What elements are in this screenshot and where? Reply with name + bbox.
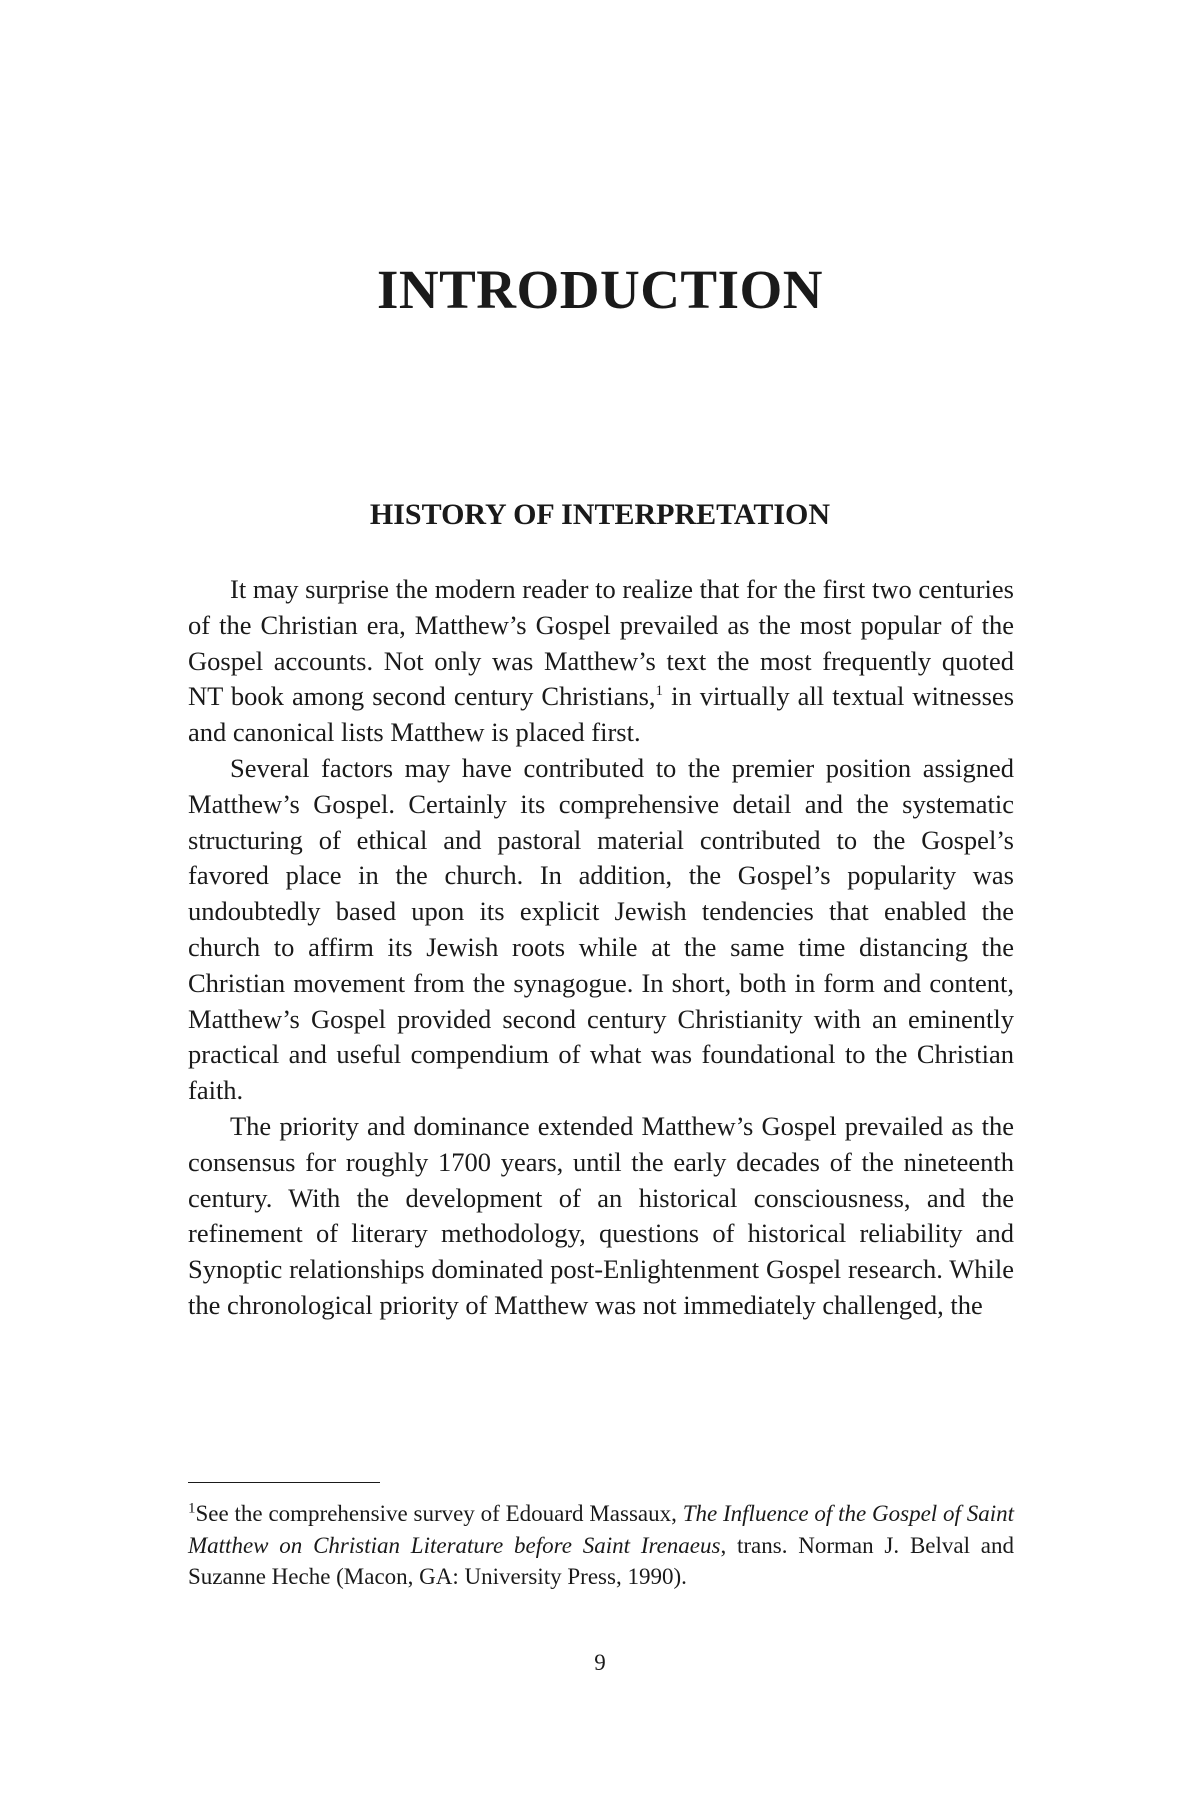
paragraph-1-text-a: It may surprise the modern reader to realize that for the first two centuries of the Christian era, Matthew’s Gospel prevailed as the most popular of the Gospel accounts. Not only was Matthew’s text the most frequently quoted NT book among second century Christians, bbox=[188, 574, 1014, 712]
paragraph-1-text-b: in virtually all textual witnesses and canonical lists Matthew is placed first. bbox=[188, 681, 1015, 748]
footnote-tail: , trans. Norman J. Belval and Suzanne Heche (Macon, GA: University Press, 1990). bbox=[188, 1532, 1014, 1589]
body-text bbox=[188, 572, 1014, 1324]
chapter-title: INTRODUCTION bbox=[376, 259, 824, 320]
footnote-number: 1 bbox=[188, 1500, 196, 1517]
paragraph-2: Several factors may have contributed to the premier position assigned Matthew’s Gospel. Certainly its comprehensive detail and the systematic structuring of ethical and pastoral material contributed to the Gospel’s favored place in the church. In addition, the Gospel’s popularity was undoubtedly based upon its explicit Jewish tendencies that enabled the church to affirm its Jewish roots while at the same time distancing the Christian movement from the synagogue. In short, both in form and content, Matthew’s Gospel provided second century Christianity with an eminently practical and useful compendium of what was foundational to the Christian faith. bbox=[188, 752, 1014, 1106]
paragraph-3: The priority and dominance extended Matthew’s Gospel prevailed as the consensus for roughly 1700 years, until the early decades of the nineteenth century. With the development of an historical consciousness, and the refinement of literary methodology, questions of historical reliability and Synoptic relationships dominated post-Enlightenment Gospel research. While the chronological priority of Matthew was not immediately challenged, the bbox=[188, 1110, 1014, 1320]
footnote-1 bbox=[188, 1498, 1014, 1593]
section-title: HISTORY OF INTERPRETATION bbox=[369, 498, 831, 531]
footnote-divider bbox=[188, 1482, 380, 1483]
paragraph-1 bbox=[188, 572, 1014, 751]
footnote-reference: 1 bbox=[655, 683, 664, 700]
footnote-lead: See the comprehensive survey of Edouard Massaux, bbox=[195, 1501, 683, 1526]
page-number: 9 bbox=[594, 1650, 606, 1675]
footnote-book-title: The Influence of the Gospel of Saint Matthew on Christian Literature before Saint Irenaeus bbox=[188, 1501, 1014, 1558]
footnote bbox=[188, 1498, 1014, 1593]
